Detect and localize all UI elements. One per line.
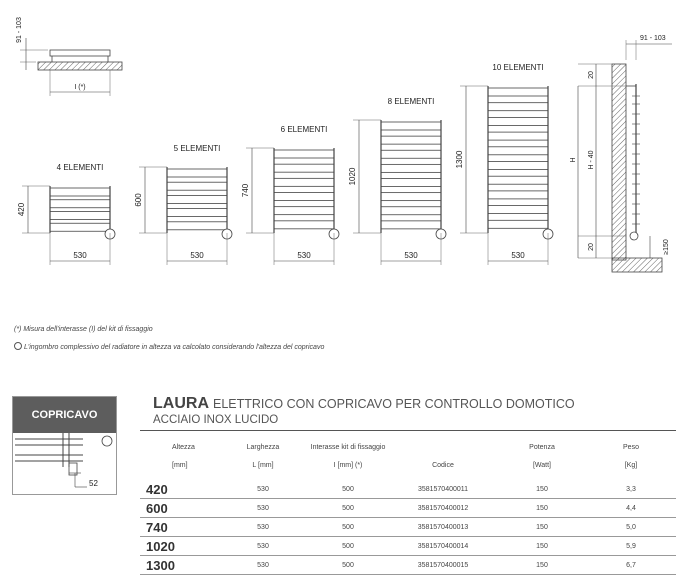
cell-height: 1300 xyxy=(140,556,218,575)
unit-code: Codice xyxy=(432,462,454,469)
model-label: 6 ELEMENTI xyxy=(280,125,328,134)
table-row xyxy=(140,556,676,575)
radiator-bar xyxy=(274,221,334,229)
radiator-bar xyxy=(381,207,441,215)
radiator-bar xyxy=(488,103,548,111)
cell-code: 3581570400013 xyxy=(388,518,498,537)
radiator-model xyxy=(348,97,446,265)
radiator-bar xyxy=(50,212,110,220)
overall-height-note-text: L'ingombro complessivo del radiatore in altezza va calcolato considerando l'altezza del copricavo xyxy=(24,344,325,351)
height-dim-label: 1020 xyxy=(348,167,357,186)
radiator-bar xyxy=(167,169,227,177)
spec-table xyxy=(140,444,676,575)
table-row xyxy=(140,499,676,518)
radiator-bar xyxy=(167,182,227,190)
unit-height: [mm] xyxy=(172,462,188,469)
cell-weight: 5,0 xyxy=(586,518,676,537)
cell-height: 740 xyxy=(140,518,218,537)
unit-width: L [mm] xyxy=(252,462,274,469)
cell-width: 530 xyxy=(218,518,308,537)
unit-weight: [Kg] xyxy=(624,462,638,469)
side-upper-dim-label: 20 xyxy=(588,71,595,79)
side-top-dim-label: 91 - 103 xyxy=(640,35,666,42)
cell-height: 420 xyxy=(140,480,218,499)
product-material: ACCIAIO INOX LUCIDO xyxy=(153,414,279,426)
cell-weight: 5,9 xyxy=(586,537,676,556)
radiator-bar xyxy=(381,193,441,201)
radiator-bar xyxy=(50,223,110,231)
radiator-bar xyxy=(381,150,441,158)
unit-interaxis: I [mm] (*) xyxy=(333,462,363,469)
side-lower-dim-label: 20 xyxy=(588,243,595,251)
cell-power: 150 xyxy=(498,499,586,518)
cell-interaxis: 500 xyxy=(308,499,388,518)
radiator-bar xyxy=(274,150,334,158)
cell-weight: 4,4 xyxy=(586,499,676,518)
circle-icon xyxy=(14,342,22,350)
radiator-model xyxy=(455,63,553,265)
model-label: 5 ELEMENTI xyxy=(173,144,221,153)
radiator-bar xyxy=(274,178,334,186)
radiator-model xyxy=(241,125,339,265)
width-dim-label: 530 xyxy=(404,251,418,260)
model-label: 10 ELEMENTI xyxy=(492,63,544,72)
height-dim-label: 740 xyxy=(241,183,250,198)
cell-code: 3581570400012 xyxy=(388,499,498,518)
cell-power: 150 xyxy=(498,518,586,537)
cell-power: 150 xyxy=(498,556,586,575)
radiator-bar xyxy=(488,206,548,214)
radiator-bar xyxy=(381,179,441,187)
radiator-bar xyxy=(50,200,110,208)
product-title xyxy=(153,395,575,413)
table-units-row xyxy=(140,462,676,480)
radiator-bar xyxy=(488,191,548,199)
height-dim-label: 600 xyxy=(134,193,143,207)
side-h-dim-label: H xyxy=(570,157,577,163)
cell-width: 530 xyxy=(218,499,308,518)
cover-drawing xyxy=(13,397,118,496)
cell-weight: 3,3 xyxy=(586,480,676,499)
radiator-bar xyxy=(488,147,548,155)
model-label: 8 ELEMENTI xyxy=(387,97,435,106)
radiator-bar xyxy=(274,207,334,215)
side-view xyxy=(570,35,672,272)
radiator-bar xyxy=(381,164,441,172)
cell-interaxis: 500 xyxy=(308,537,388,556)
cell-power: 150 xyxy=(498,480,586,499)
col-header-interaxis: Interasse kit di fissaggio xyxy=(310,444,386,451)
table-row xyxy=(140,537,676,556)
radiator-bar xyxy=(50,188,110,196)
table-header-row xyxy=(140,444,676,462)
cell-interaxis: 500 xyxy=(308,480,388,499)
product-description: ELETTRICO CON COPRICAVO PER CONTROLLO DOMOTICO xyxy=(213,397,575,411)
radiator-model xyxy=(17,163,115,265)
radiator-bar xyxy=(167,195,227,203)
height-dim-label: 420 xyxy=(17,202,26,217)
cell-weight: 6,7 xyxy=(586,556,676,575)
col-header-blank xyxy=(388,444,498,462)
depth-dim-label: 91 - 103 xyxy=(16,17,23,43)
radiator-bar xyxy=(381,136,441,144)
cell-interaxis: 500 xyxy=(308,518,388,537)
radiator-model xyxy=(134,144,232,265)
cell-height: 600 xyxy=(140,499,218,518)
table-row xyxy=(140,480,676,499)
floor-dim-label: ≥150 xyxy=(663,239,670,255)
radiator-bar xyxy=(274,164,334,172)
radiator-bar xyxy=(488,117,548,125)
cell-code: 3581570400015 xyxy=(388,556,498,575)
unit-power: [Watt] xyxy=(532,462,552,469)
radiator-bar xyxy=(488,176,548,184)
height-dim-label: 1300 xyxy=(455,150,464,169)
cell-width: 530 xyxy=(218,537,308,556)
cell-code: 3581570400014 xyxy=(388,537,498,556)
cell-width: 530 xyxy=(218,556,308,575)
overall-height-note xyxy=(14,342,324,351)
radiator-bar xyxy=(167,222,227,230)
cover-detail xyxy=(12,396,117,495)
cover-title: COPRICAVO xyxy=(13,397,116,433)
product-name: LAURA xyxy=(153,395,209,412)
cell-height: 1020 xyxy=(140,537,218,556)
col-header-height: Altezza xyxy=(172,444,195,451)
col-header-power: Potenza xyxy=(529,444,555,451)
radiator-bar xyxy=(274,193,334,201)
radiator-bar xyxy=(488,132,548,140)
radiator-models xyxy=(17,63,553,265)
title-divider xyxy=(140,430,676,431)
radiator-bar xyxy=(488,162,548,170)
width-dim-label: 530 xyxy=(297,251,311,260)
cell-code: 3581570400011 xyxy=(388,480,498,499)
width-dim-label: 530 xyxy=(190,251,204,260)
cell-power: 150 xyxy=(498,537,586,556)
width-dim-label: 530 xyxy=(511,251,525,260)
col-header-weight: Peso xyxy=(623,444,639,451)
cell-interaxis: 500 xyxy=(308,556,388,575)
radiator-bar xyxy=(381,221,441,229)
cover-dim-label: 52 xyxy=(89,479,98,488)
interaxis-note: (*) Misura dell'interasse (I) del kit di fissaggio xyxy=(14,326,153,333)
radiator-bar xyxy=(488,88,548,96)
interaxis-dim-label: I (*) xyxy=(74,84,86,91)
table-row xyxy=(140,518,676,537)
install-detail xyxy=(16,17,122,96)
side-h-minus-dim-label: H - 40 xyxy=(588,150,595,170)
cell-width: 530 xyxy=(218,480,308,499)
model-label: 4 ELEMENTI xyxy=(56,163,104,172)
width-dim-label: 530 xyxy=(73,251,87,260)
radiator-bar xyxy=(167,209,227,217)
radiator-bar xyxy=(488,220,548,228)
col-header-width: Larghezza xyxy=(246,444,280,451)
radiator-bar xyxy=(381,122,441,130)
